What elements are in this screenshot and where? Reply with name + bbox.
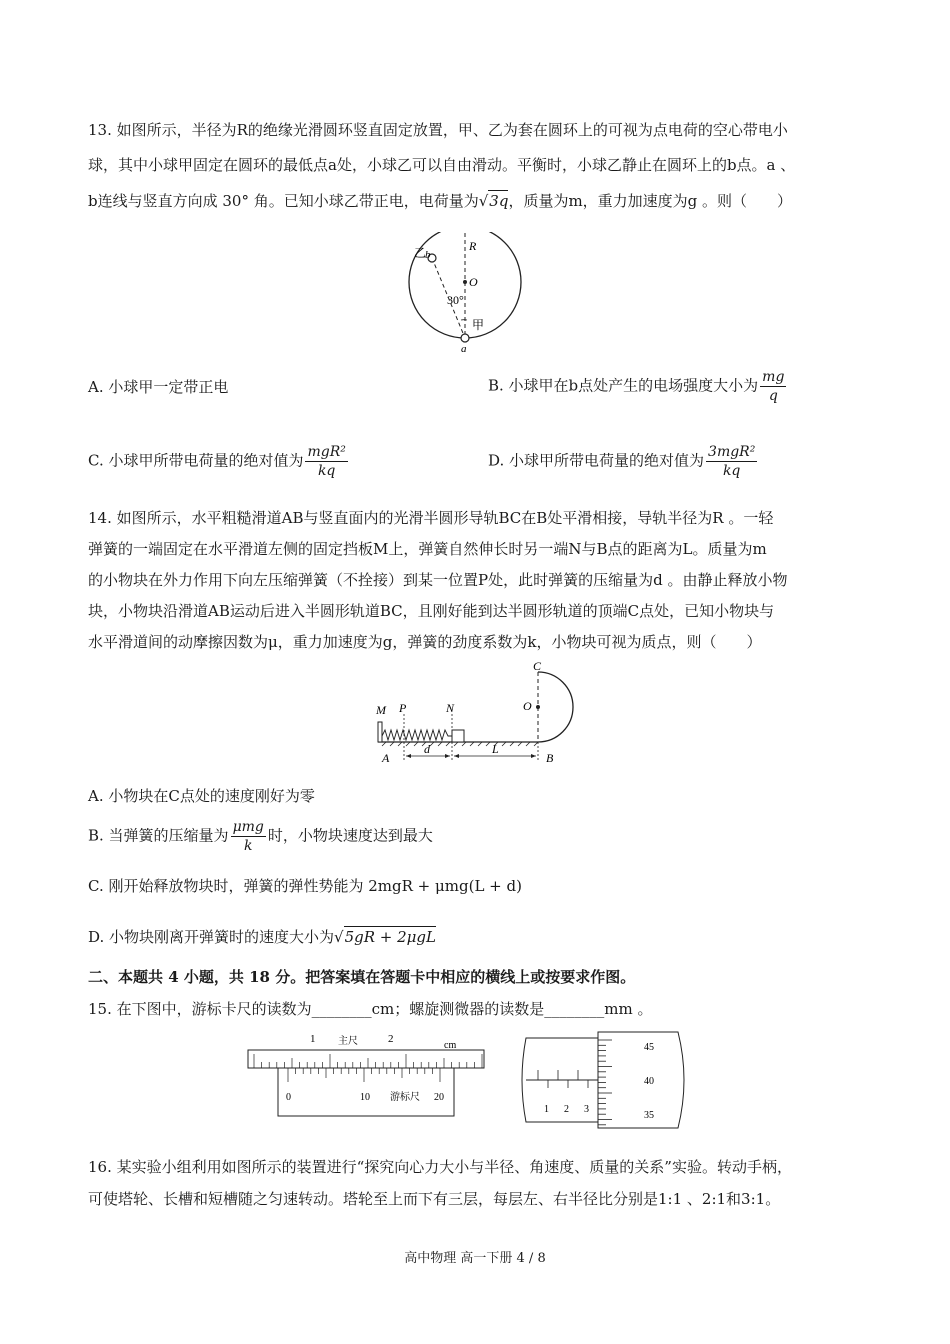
q13-option-d-text: D. 小球甲所带电荷量的绝对值为 bbox=[488, 451, 705, 470]
q13-line2: 球，其中小球甲固定在圆环的最低点a处，小球乙可以自由滑动。平衡时，小球乙静止在圆环上的b点。a 、 bbox=[88, 156, 796, 174]
caliper-vernier-label: 游标尺 bbox=[390, 1092, 420, 1103]
q14-label-M: M bbox=[376, 703, 386, 717]
q14-option-b-text: B. 当弹簧的压缩量为 bbox=[88, 826, 229, 845]
micrometer-45: 45 bbox=[644, 1042, 654, 1053]
caliper-main-2: 2 bbox=[388, 1033, 394, 1045]
caliper-vernier-0: 0 bbox=[286, 1092, 291, 1103]
micrometer-figure bbox=[518, 1030, 690, 1130]
micrometer-sleeve-1: 1 bbox=[544, 1104, 549, 1115]
q13-ring-figure bbox=[405, 232, 525, 354]
q14-label-d: d bbox=[424, 742, 430, 756]
q14-label-O: O bbox=[523, 699, 532, 713]
q13-option-b bbox=[488, 368, 788, 405]
q14-line3: 的小物块在外力作用下向左压缩弹簧（不拴接）到某一位置P处，此时弹簧的压缩量为d 。由静止释放小物 bbox=[88, 571, 788, 589]
frac-num: μmg bbox=[232, 819, 264, 835]
q14-label-C: C bbox=[533, 660, 542, 673]
q15-text: 15. 在下图中，游标卡尺的读数为________cm；螺旋测微器的读数是________mm 。 bbox=[88, 1000, 653, 1018]
q14-option-b bbox=[88, 818, 433, 855]
q13-option-c-frac bbox=[305, 443, 347, 480]
micrometer-35: 35 bbox=[644, 1110, 654, 1121]
frac-num: mgR² bbox=[307, 444, 346, 460]
q13-option-a: A. 小球甲一定带正电 bbox=[88, 378, 229, 396]
page-footer: 高中物理 高一下册 4 / 8 bbox=[404, 1251, 546, 1266]
caliper-main-label: 主尺 bbox=[338, 1036, 358, 1047]
micrometer-sleeve-3: 3 bbox=[584, 1104, 589, 1115]
q16-line1: 16. 某实验小组利用如图所示的装置进行“探究向心力大小与半径、角速度、质量的关系”实验。转动手柄， bbox=[88, 1158, 792, 1176]
q14-track-figure bbox=[370, 660, 610, 772]
q13-label-a: a bbox=[461, 343, 467, 354]
q13-label-angle: 30° bbox=[447, 293, 464, 307]
q14-option-a: A. 小物块在C点处的速度刚好为零 bbox=[88, 787, 315, 805]
q14-label-L: L bbox=[492, 742, 499, 756]
micrometer-sleeve-2: 2 bbox=[564, 1104, 569, 1115]
q14-line4: 块，小物块沿滑道AB运动后进入半圆形轨道BC，且刚好能到达半圆形轨道的顶端C点处，已知小物块与 bbox=[88, 602, 775, 620]
q16-line2: 可使塔轮、长槽和短槽随之匀速转动。塔轮至上而下有三层，每层左、右半径比分别是1:1 、2:1和3:1。 bbox=[88, 1190, 781, 1208]
frac-den: kq bbox=[317, 463, 336, 479]
frac-den: kq bbox=[722, 463, 741, 479]
micrometer-40: 40 bbox=[644, 1076, 654, 1087]
q14-option-d-sqrt: 5gR + 2μgL bbox=[344, 928, 436, 946]
q14-label-B: B bbox=[546, 751, 554, 765]
q14-line1: 14. 如图所示，水平粗糙滑道AB与竖直面内的光滑半圆形导轨BC在B处平滑相接，导轨半径为R 。一轻 bbox=[88, 509, 774, 527]
caliper-cm: cm bbox=[444, 1040, 457, 1051]
frac-den: q bbox=[768, 388, 778, 404]
q13-option-c bbox=[88, 443, 350, 480]
q13-charge-sqrt: 3q bbox=[489, 192, 509, 210]
q14-label-A: A bbox=[382, 751, 390, 765]
q14-label-P: P bbox=[399, 701, 407, 715]
caliper-vernier-10: 10 bbox=[360, 1092, 370, 1103]
q13-line3-b: ，质量为m，重力加速度为g 。则（ ） bbox=[508, 192, 793, 210]
frac-den: k bbox=[243, 838, 253, 854]
q14-option-b-frac bbox=[231, 818, 266, 855]
q14-option-d-text: D. 小物块刚离开弹簧时的速度大小为 bbox=[88, 928, 335, 946]
q13-option-d-frac bbox=[706, 443, 757, 480]
q13-label-b: b bbox=[425, 249, 431, 261]
q13-option-b-frac bbox=[760, 368, 786, 405]
q13-option-d bbox=[488, 443, 759, 480]
q13-option-b-text: B. 小球甲在b点处产生的电场强度大小为 bbox=[488, 376, 759, 395]
caliper-main-1: 1 bbox=[310, 1033, 316, 1045]
frac-num: mg bbox=[762, 369, 785, 385]
q13-line1: 13. 如图所示，半径为R的绝缘光滑圆环竖直固定放置，甲、乙为套在圆环上的可视为点电荷的空心带电小 bbox=[88, 121, 788, 139]
q13-label-jia: 甲 bbox=[472, 318, 485, 332]
q14-label-N: N bbox=[446, 701, 455, 715]
q13-label-yi: 乙 bbox=[414, 246, 427, 260]
q14-option-c: C. 刚开始释放物块时，弹簧的弹性势能为 2mgR + μmg(L + d) bbox=[88, 877, 522, 895]
vernier-caliper-figure bbox=[244, 1030, 490, 1122]
frac-num: 3mgR² bbox=[708, 444, 756, 460]
q14-option-b-tail: 时，小物块速度达到最大 bbox=[267, 826, 433, 845]
section-2-heading: 二、本题共 4 小题，共 18 分。把答案填在答题卡中相应的横线上或按要求作图。 bbox=[88, 968, 636, 986]
q14-option-d: D. 小物块刚离开弹簧时的速度大小为√5gR + 2μgL bbox=[88, 928, 436, 946]
q13-line3: b连线与竖直方向成 30° 角。已知小球乙带正电，电荷量为√3q，质量为m，重力加速度为g 。则（ ） bbox=[88, 192, 793, 210]
q13-label-O: O bbox=[469, 275, 478, 289]
q13-line3-a: b连线与竖直方向成 30° 角。已知小球乙带正电，电荷量为 bbox=[88, 192, 479, 210]
q13-option-c-text: C. 小球甲所带电荷量的绝对值为 bbox=[88, 451, 304, 470]
q14-line5: 水平滑道间的动摩擦因数为μ，重力加速度为g，弹簧的劲度系数为k，小物块可视为质点，则（ ） bbox=[88, 633, 762, 651]
q13-label-R: R bbox=[469, 239, 477, 253]
caliper-vernier-20: 20 bbox=[434, 1092, 444, 1103]
q14-line2: 弹簧的一端固定在水平滑道左侧的固定挡板M上，弹簧自然伸长时另一端N与B点的距离为L。质量为m bbox=[88, 540, 767, 558]
